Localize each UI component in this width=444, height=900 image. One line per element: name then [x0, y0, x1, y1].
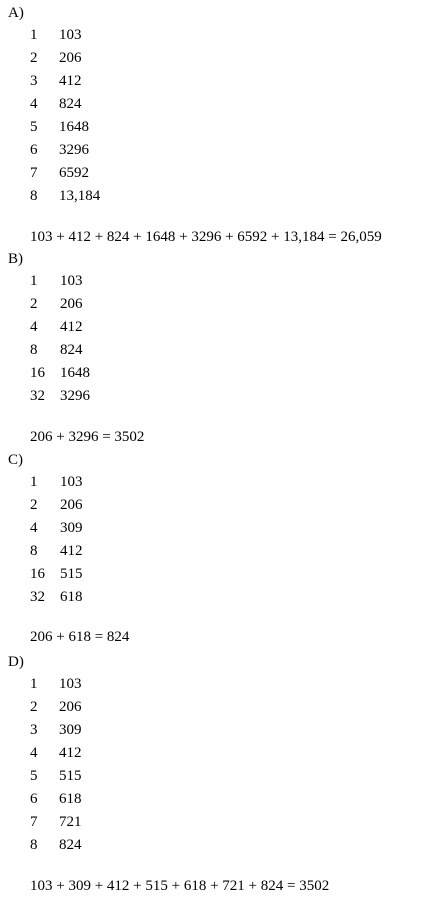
- sum-equation: 103 + 412 + 824 + 1648 + 3296 + 6592 + 13,184 = 26,059: [30, 229, 382, 245]
- table-row: [0, 519, 444, 542]
- row-multiplier: 16: [30, 566, 45, 582]
- row-multiplier: 1: [30, 273, 38, 289]
- row-value: 618: [60, 589, 83, 605]
- table-row: [0, 836, 444, 859]
- row-multiplier: 7: [30, 814, 38, 830]
- table-row: [0, 318, 444, 341]
- table-row: [0, 473, 444, 496]
- row-multiplier: 16: [30, 365, 45, 381]
- row-multiplier: 5: [30, 768, 38, 784]
- row-value: 6592: [59, 165, 89, 181]
- row-multiplier: 2: [30, 699, 38, 715]
- row-multiplier: 5: [30, 119, 38, 135]
- row-multiplier: 8: [30, 188, 38, 204]
- row-value: 103: [59, 676, 82, 692]
- row-value: 721: [59, 814, 82, 830]
- table-row: [0, 341, 444, 364]
- row-multiplier: 6: [30, 791, 38, 807]
- doubling-table: [0, 675, 444, 859]
- row-value: 824: [59, 96, 82, 112]
- table-row: [0, 790, 444, 813]
- row-multiplier: 8: [30, 837, 38, 853]
- row-value: 3296: [60, 388, 90, 404]
- table-row: [0, 496, 444, 519]
- row-value: 824: [60, 342, 83, 358]
- row-value: 3296: [59, 142, 89, 158]
- row-multiplier: 1: [30, 27, 38, 43]
- row-multiplier: 32: [30, 388, 45, 404]
- row-multiplier: 6: [30, 142, 38, 158]
- row-multiplier: 4: [30, 96, 38, 112]
- row-value: 412: [59, 745, 82, 761]
- table-row: [0, 675, 444, 698]
- table-row: [0, 118, 444, 141]
- row-multiplier: 8: [30, 342, 38, 358]
- sum-equation: 103 + 309 + 412 + 515 + 618 + 721 + 824 = 3502: [30, 878, 330, 894]
- row-value: 824: [59, 837, 82, 853]
- row-value: 103: [59, 27, 82, 43]
- row-value: 515: [59, 768, 82, 784]
- sum-equation: 206 + 3296 = 3502: [30, 429, 145, 445]
- row-multiplier: 1: [30, 676, 38, 692]
- row-multiplier: 4: [30, 745, 38, 761]
- doubling-table: [0, 473, 444, 611]
- row-value: 103: [60, 474, 83, 490]
- table-row: [0, 187, 444, 210]
- choice-label: B): [8, 251, 23, 267]
- table-row: [0, 295, 444, 318]
- row-value: 103: [60, 273, 83, 289]
- table-row: [0, 744, 444, 767]
- row-multiplier: 2: [30, 497, 38, 513]
- row-value: 206: [59, 50, 82, 66]
- row-value: 206: [60, 497, 83, 513]
- sum-equation: 206 + 618 = 824: [30, 629, 130, 645]
- table-row: [0, 767, 444, 790]
- row-value: 515: [60, 566, 83, 582]
- row-multiplier: 2: [30, 296, 38, 312]
- choice-label: C): [8, 452, 23, 468]
- table-row: [0, 26, 444, 49]
- table-row: [0, 141, 444, 164]
- row-value: 206: [60, 296, 83, 312]
- row-value: 412: [59, 73, 82, 89]
- row-multiplier: 7: [30, 165, 38, 181]
- table-row: [0, 565, 444, 588]
- choice-label: D): [8, 654, 24, 670]
- table-row: [0, 813, 444, 836]
- table-row: [0, 588, 444, 611]
- row-value: 309: [59, 722, 82, 738]
- row-multiplier: 3: [30, 722, 38, 738]
- row-value: 618: [59, 791, 82, 807]
- row-value: 1648: [60, 365, 90, 381]
- table-row: [0, 721, 444, 744]
- row-multiplier: 4: [30, 319, 38, 335]
- table-row: [0, 95, 444, 118]
- row-multiplier: 4: [30, 520, 38, 536]
- table-row: [0, 542, 444, 565]
- row-value: 13,184: [59, 188, 101, 204]
- row-value: 1648: [59, 119, 89, 135]
- doubling-table: [0, 26, 444, 210]
- doubling-table: [0, 272, 444, 410]
- row-multiplier: 2: [30, 50, 38, 66]
- row-multiplier: 1: [30, 474, 38, 490]
- table-row: [0, 164, 444, 187]
- table-row: [0, 272, 444, 295]
- table-row: [0, 72, 444, 95]
- table-row: [0, 387, 444, 410]
- row-value: 412: [60, 543, 83, 559]
- choice-label: A): [8, 5, 24, 21]
- table-row: [0, 698, 444, 721]
- row-value: 412: [60, 319, 83, 335]
- table-row: [0, 49, 444, 72]
- row-multiplier: 3: [30, 73, 38, 89]
- row-multiplier: 8: [30, 543, 38, 559]
- table-row: [0, 364, 444, 387]
- row-value: 309: [60, 520, 83, 536]
- row-multiplier: 32: [30, 589, 45, 605]
- row-value: 206: [59, 699, 82, 715]
